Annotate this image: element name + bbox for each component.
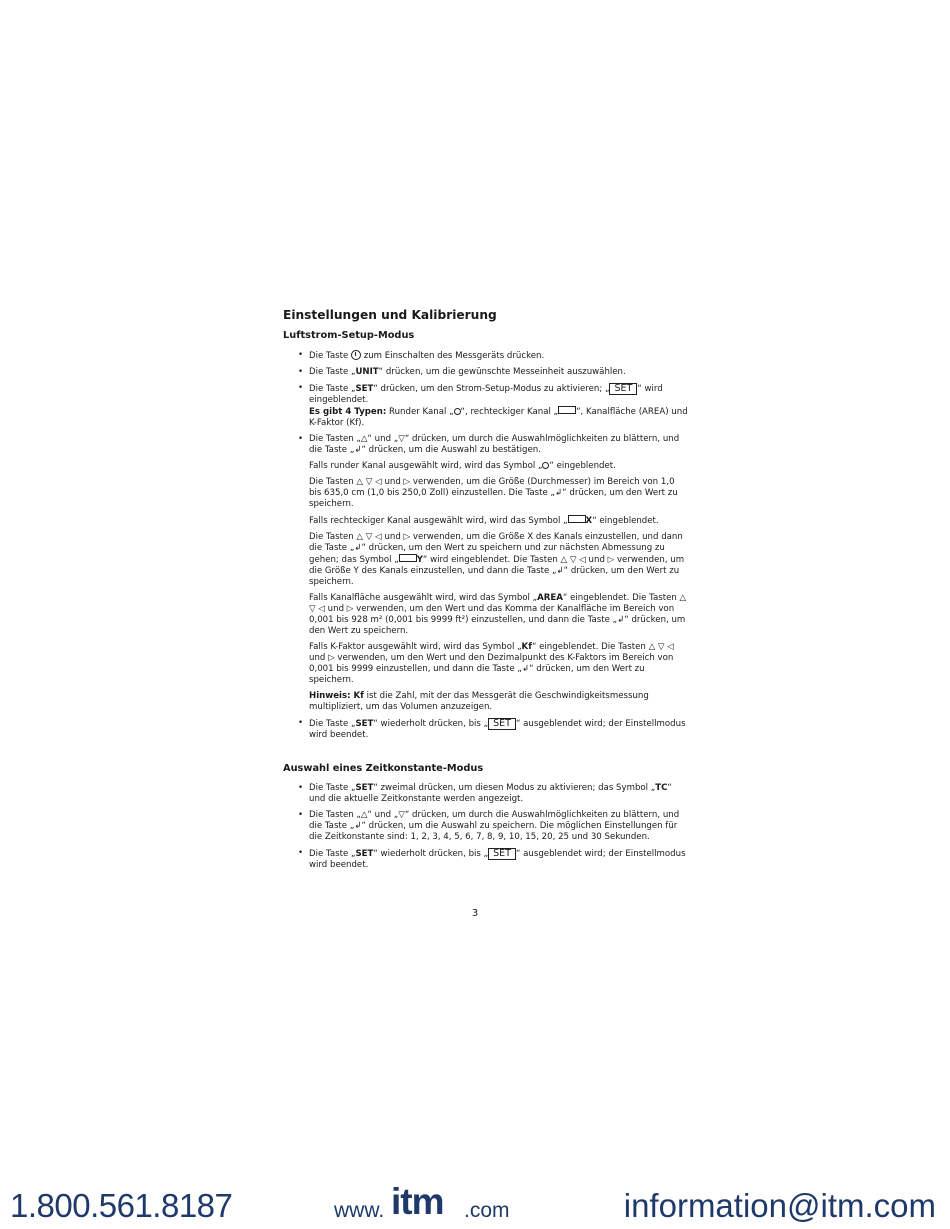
set-symbol: SET <box>488 848 516 860</box>
round-duct-icon <box>454 408 461 415</box>
list-item: • Die Taste „UNIT“ drücken, um die gewünschte Messeinheit auszuwählen. <box>298 367 626 377</box>
itm-logo: itm <box>391 1181 444 1222</box>
footer <box>0 1181 950 1229</box>
paragraph: Falls Kanalfläche ausgewählt wird, wird das Symbol „AREA“ eingeblendet. Die Tasten △ ▽ ◁ und ▷ verwenden, um den Wert und das Komma der Kanalfläche im Bereich von 0,001 bis 928 m² (0,001 bis 9999 ft²) einzustellen, und dann die Taste „↲“ drücken, um den Wert zu speichern. <box>309 593 687 636</box>
page-number: 3 <box>471 908 479 919</box>
website-suffix: .com <box>464 1199 510 1222</box>
website-prefix: www. <box>334 1199 385 1222</box>
power-icon <box>351 350 361 360</box>
list-item: • Die Taste „SET“ drücken, um den Strom-Setup-Modus zu aktivieren; „ SET “ wird eingeblendet. Es gibt 4 Typen: Runder Kanal „ “, rechteckiger Kanal „ “, Kanalfläche (AREA) und K-Faktor (Kf). <box>298 383 688 428</box>
section-heading-time-constant: Auswahl eines Zeitkonstante-Modus <box>283 763 484 774</box>
rect-duct-icon <box>558 406 576 414</box>
paragraph: Falls rechteckiger Kanal ausgewählt wird, wird das Symbol „ X“ eingeblendet. <box>309 516 659 526</box>
list-item: • Die Taste zum Einschalten des Messgeräts drücken. <box>298 350 545 361</box>
paragraph: Die Tasten △ ▽ ◁ und ▷ verwenden, um die Größe (Durchmesser) im Bereich von 1,0 bis 635,0 cm (1,0 bis 250,0 Zoll) einzustellen. Die Taste „↲“ drücken, um den Wert zu speichern. <box>309 477 678 509</box>
set-symbol: SET <box>488 718 516 730</box>
footer-phone[interactable]: 1.800.561.8187 <box>10 1187 233 1224</box>
paragraph: Die Tasten △ ▽ ◁ und ▷ verwenden, um die Größe X des Kanals einzustellen, und dann die Taste „↲“ drücken, um den Wert zu speichern und zur nächsten Abmessung zu gehen; das Symbol „ Y“ wird eingeblendet. Die Tasten △ ▽ ◁ und ▷ verwenden, um die Größe Y des Kanals einzustellen, und dann die Taste „↲“ drücken, um den Wert zu speichern. <box>309 532 685 587</box>
rect-duct-icon <box>568 515 586 523</box>
paragraph: Falls runder Kanal ausgewählt wird, wird das Symbol „ “ eingeblendet. <box>309 461 616 471</box>
set-symbol: SET <box>609 383 637 395</box>
document-body <box>283 308 688 876</box>
rect-duct-icon <box>399 554 417 562</box>
list-item: • Die Tasten „△“ und „▽“ drücken, um durch die Auswahlmöglichkeiten zu blättern, und die Taste „↲“ drücken, um die Auswahl zu speichern. Die möglichen Einstellungen für die Zeitkonstante sind: 1, 2, 3, 4, 5, 6, 7, 8, 9, 10, 15, 20, 25 und 30 Sekunden. <box>298 810 680 842</box>
section-heading-airflow: Luftstrom-Setup-Modus <box>283 330 415 341</box>
paragraph: Falls K-Faktor ausgewählt wird, wird das Symbol „Kf“ eingeblendet. Die Tasten △ ▽ ◁ und ▷ verwenden, um den Wert und den Dezimalpunkt des K-Faktors im Bereich von 0,001 bis 9999 einzustellen, und dann die Taste „↲“ drücken, um den Wert zu speichern. <box>309 642 674 685</box>
note-paragraph: Hinweis: Kf ist die Zahl, mit der das Messgerät die Geschwindigkeitsmessung multipliziert, um das Volumen anzuzeigen. <box>309 691 649 712</box>
footer-email[interactable]: information@itm.com <box>623 1187 936 1224</box>
list-item: • Die Taste „SET“ wiederholt drücken, bis „ SET “ ausgeblendet wird; der Einstellmodus wird beendet. <box>298 718 686 740</box>
list-item: • Die Tasten „△“ und „▽“ drücken, um durch die Auswahlmöglichkeiten zu blättern, und die Taste „↲“ drücken, um die Auswahl zu bestätigen. <box>298 434 680 455</box>
list-item: • Die Taste „SET“ wiederholt drücken, bis „ SET “ ausgeblendet wird; der Einstellmodus wird beendet. <box>298 848 686 870</box>
footer-website[interactable] <box>334 1181 524 1225</box>
page-title: Einstellungen und Kalibrierung <box>283 308 497 322</box>
list-item: • Die Taste „SET“ zweimal drücken, um diesen Modus zu aktivieren; das Symbol „TC“ und die aktuelle Zeitkonstante werden angezeigt. <box>298 783 672 804</box>
